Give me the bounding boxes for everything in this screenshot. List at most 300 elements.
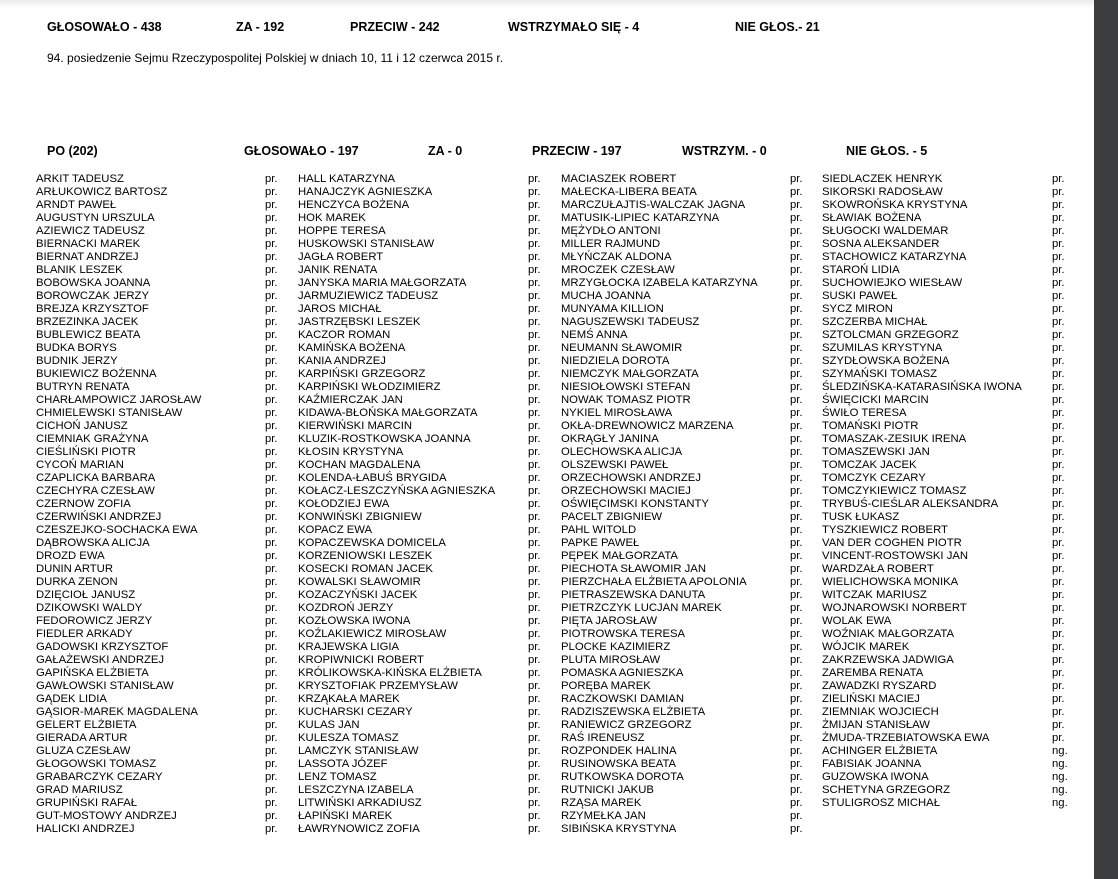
member-vote: pr. <box>1052 628 1065 640</box>
member-vote: pr. <box>790 641 803 653</box>
member-name: DZIĘCIOŁ JANUSZ <box>36 589 136 601</box>
member-name: CHARŁAMPOWICZ JAROSŁAW <box>36 394 202 406</box>
member-vote: pr. <box>265 368 278 380</box>
member-name: LITWIŃSKI ARKADIUSZ <box>298 797 422 809</box>
member-name: DĄBROWSKA ALICJA <box>36 537 150 549</box>
member-name: KACZOR ROMAN <box>298 329 391 341</box>
member-name: CIEMNIAK GRAŻYNA <box>36 433 149 445</box>
member-vote: pr. <box>265 667 278 679</box>
member-vote: pr. <box>790 446 803 458</box>
member-vote: pr. <box>528 823 541 835</box>
member-vote: pr. <box>790 355 803 367</box>
member-name: NIESIOŁOWSKI STEFAN <box>561 381 691 393</box>
member-name: ŚWIĘCICKI MARCIN <box>822 394 929 406</box>
member-name: SIBIŃSKA KRYSTYNA <box>561 823 677 835</box>
member-name: PIECHOTA SŁAWOMIR JAN <box>561 563 706 575</box>
member-vote: pr. <box>1052 667 1065 679</box>
member-name: ACHINGER ELŻBIETA <box>822 745 938 757</box>
member-name: ORZECHOWSKI MACIEJ <box>561 485 691 497</box>
member-name: KRZĄKAŁA MAREK <box>298 693 400 705</box>
member-vote: pr. <box>265 433 278 445</box>
member-vote: pr. <box>528 459 541 471</box>
summary-not-voted: NIE GŁOS.- 21 <box>735 20 820 34</box>
member-name: AUGUSTYN URSZULA <box>36 212 155 224</box>
member-name: KANIA ANDRZEJ <box>298 355 386 367</box>
member-name: MUNYAMA KILLION <box>561 303 664 315</box>
member-name: CIEŚLIŃSKI PIOTR <box>36 446 136 458</box>
member-name: TOMCZAK JACEK <box>822 459 917 471</box>
member-name: RZĄSA MAREK <box>561 797 642 809</box>
member-vote: pr. <box>528 225 541 237</box>
member-name: LESZCZYNA IZABELA <box>298 784 414 796</box>
member-name: BOBOWSKA JOANNA <box>36 277 151 289</box>
scrollbar[interactable] <box>1094 0 1118 879</box>
member-vote: pr. <box>528 446 541 458</box>
member-vote: pr. <box>1052 472 1065 484</box>
member-name: PĘPEK MAŁGORZATA <box>561 550 678 562</box>
member-name: JAGŁA ROBERT <box>298 251 384 263</box>
member-name: BOROWCZAK JERZY <box>36 290 149 302</box>
member-name: KIERWIŃSKI MARCIN <box>298 420 413 432</box>
member-vote: pr. <box>528 186 541 198</box>
member-vote: pr. <box>1052 459 1065 471</box>
member-name: GRABARCZYK CEZARY <box>36 771 163 783</box>
member-name: KOŁACZ-LESZCZYŃSKA AGNIESZKA <box>298 485 496 497</box>
member-name: OKRĄGŁY JANINA <box>561 433 659 445</box>
member-vote: pr. <box>528 433 541 445</box>
member-vote: pr. <box>1052 186 1065 198</box>
member-vote: pr. <box>528 641 541 653</box>
member-vote: pr. <box>790 810 803 822</box>
member-name: GAPIŃSKA ELŻBIETA <box>36 667 149 679</box>
member-vote: pr. <box>528 381 541 393</box>
member-vote: pr. <box>265 706 278 718</box>
member-name: PLOCKE KAZIMIERZ <box>561 641 671 653</box>
member-vote: pr. <box>1052 615 1065 627</box>
member-name: KOZDROŃ JERZY <box>298 602 394 614</box>
member-name: KLUZIK-ROSTKOWSKA JOANNA <box>298 433 471 445</box>
member-name: MŁYŃCZAK ALDONA <box>561 251 672 263</box>
member-name: WÓJCIK MAREK <box>822 641 910 653</box>
member-name: WOJNAROWSKI NORBERT <box>822 602 967 614</box>
summary-for: ZA - 192 <box>236 20 285 34</box>
member-name: TOMAŃSKI PIOTR <box>822 420 919 432</box>
member-vote: pr. <box>790 394 803 406</box>
member-name: KOPACZEWSKA DOMICELA <box>298 537 446 549</box>
member-name: KAMIŃSKA BOŻENA <box>298 342 406 354</box>
member-name: MUCHA JOANNA <box>561 290 651 302</box>
member-vote: pr. <box>265 537 278 549</box>
member-vote: pr. <box>790 628 803 640</box>
member-name: MATUSIK-LIPIEC KATARZYNA <box>561 212 720 224</box>
member-vote: pr. <box>265 511 278 523</box>
member-name: STULIGROSZ MICHAŁ <box>822 797 941 809</box>
member-name: SŁAWIAK BOŻENA <box>822 212 922 224</box>
member-name: POMASKA AGNIESZKA <box>561 667 684 679</box>
member-name: PACELT ZBIGNIEW <box>561 511 663 523</box>
member-name: NYKIEL MIROSŁAWA <box>561 407 673 419</box>
member-vote: pr. <box>265 628 278 640</box>
member-vote: pr. <box>265 329 278 341</box>
member-name: SZYDŁOWSKA BOŻENA <box>822 355 950 367</box>
member-vote: pr. <box>1052 355 1065 367</box>
member-vote: pr. <box>265 459 278 471</box>
session-title: 94. posiedzenie Sejmu Rzeczypospolitej Polskiej w dniach 10, 11 i 12 czerwca 2015 r. <box>47 51 504 65</box>
member-vote: pr. <box>790 771 803 783</box>
toolbar-shadow <box>0 0 1094 8</box>
member-name: BIERNAT ANDRZEJ <box>36 251 139 263</box>
member-name: HANAJCZYK AGNIESZKA <box>298 186 433 198</box>
member-vote: pr. <box>265 563 278 575</box>
member-vote: pr. <box>265 680 278 692</box>
member-name: DUNIN ARTUR <box>36 563 113 575</box>
member-name: RUSINOWSKA BEATA <box>561 758 677 770</box>
member-name: GRAD MARIUSZ <box>36 784 123 796</box>
member-vote: pr. <box>790 706 803 718</box>
member-name: TOMASZEWSKI JAN <box>822 446 930 458</box>
member-name: KRAJEWSKA LIGIA <box>298 641 400 653</box>
member-name: ŻMUDA-TRZEBIATOWSKA EWA <box>822 732 990 744</box>
member-name: LASSOTA JÓZEF <box>298 758 388 770</box>
member-name: SZUMILAS KRYSTYNA <box>822 342 943 354</box>
member-vote: pr. <box>790 251 803 263</box>
member-name: GAŁAŻEWSKI ANDRZEJ <box>36 654 165 666</box>
member-name: KŁOSIN KRYSTYNA <box>298 446 404 458</box>
member-name: RAŚ IRENEUSZ <box>561 732 645 744</box>
member-vote: pr. <box>528 212 541 224</box>
member-vote: pr. <box>265 797 278 809</box>
member-name: HALICKI ANDRZEJ <box>36 823 135 835</box>
member-vote: pr. <box>790 407 803 419</box>
member-name: KOZACZYŃSKI JACEK <box>298 589 418 601</box>
member-name: MAŁECKA-LIBERA BEATA <box>561 186 697 198</box>
member-name: AZIEWICZ TADEUSZ <box>36 225 145 237</box>
member-name: TOMASZAK-ZESIUK IRENA <box>822 433 967 445</box>
member-vote: ng. <box>1052 784 1068 796</box>
member-vote: pr. <box>528 485 541 497</box>
member-name: LAMCZYK STANISŁAW <box>298 745 419 757</box>
member-name: RACZKOWSKI DAMIAN <box>561 693 685 705</box>
member-vote: pr. <box>1052 498 1065 510</box>
member-vote: pr. <box>265 693 278 705</box>
member-vote: pr. <box>790 615 803 627</box>
member-vote: pr. <box>528 797 541 809</box>
member-name: DROZD EWA <box>36 550 105 562</box>
member-vote: pr. <box>1052 537 1065 549</box>
member-vote: pr. <box>528 784 541 796</box>
member-name: HALL KATARZYNA <box>298 173 396 185</box>
member-vote: pr. <box>1052 420 1065 432</box>
member-name: CZERWIŃSKI ANDRZEJ <box>36 511 162 523</box>
member-vote: pr. <box>265 615 278 627</box>
member-name: KOŹLAKIEWICZ MIROSŁAW <box>298 628 447 640</box>
member-name: TYSZKIEWICZ ROBERT <box>822 524 948 536</box>
member-vote: pr. <box>265 212 278 224</box>
member-name: TUSK ŁUKASZ <box>822 511 900 523</box>
member-name: SUSKI PAWEŁ <box>822 290 898 302</box>
member-vote: pr. <box>265 602 278 614</box>
member-vote: ng. <box>1052 797 1068 809</box>
member-vote: pr. <box>790 381 803 393</box>
member-name: MĘŻYDŁO ANTONI <box>561 225 661 237</box>
member-name: CYCOŃ MARIAN <box>36 459 124 471</box>
member-vote: pr. <box>528 576 541 588</box>
member-vote: pr. <box>1052 407 1065 419</box>
member-name: FIEDLER ARKADY <box>36 628 133 640</box>
member-vote: pr. <box>528 264 541 276</box>
member-name: MROCZEK CZESŁAW <box>561 264 675 276</box>
member-name: BUDNIK JERZY <box>36 355 118 367</box>
member-name: KOLENDA-ŁABUŚ BRYGIDA <box>298 472 447 484</box>
member-vote: pr. <box>528 472 541 484</box>
member-vote: pr. <box>1052 706 1065 718</box>
member-vote: pr. <box>528 589 541 601</box>
member-name: DURKA ZENON <box>36 576 118 588</box>
member-vote: pr. <box>790 329 803 341</box>
member-vote: pr. <box>528 316 541 328</box>
member-name: GELERT ELŻBIETA <box>36 719 137 731</box>
member-vote: pr. <box>1052 654 1065 666</box>
member-vote: pr. <box>265 316 278 328</box>
member-name: SCHETYNA GRZEGORZ <box>822 784 951 796</box>
member-vote: pr. <box>1052 602 1065 614</box>
member-vote: pr. <box>265 342 278 354</box>
club-against: PRZECIW - 197 <box>532 144 622 158</box>
member-name: OLSZEWSKI PAWEŁ <box>561 459 669 471</box>
member-name: JARMUZIEWICZ TADEUSZ <box>298 290 439 302</box>
member-name: JANYSKA MARIA MAŁGORZATA <box>298 277 467 289</box>
member-name: KIDAWA-BŁOŃSKA MAŁGORZATA <box>298 407 478 419</box>
member-name: ZAWADZKI RYSZARD <box>822 680 937 692</box>
member-vote: ng. <box>1052 758 1068 770</box>
member-vote: pr. <box>1052 199 1065 211</box>
member-name: GUZOWSKA IWONA <box>822 771 929 783</box>
member-vote: pr. <box>528 277 541 289</box>
member-vote: pr. <box>265 589 278 601</box>
member-vote: pr. <box>265 277 278 289</box>
member-name: HOK MAREK <box>298 212 366 224</box>
member-name: KONWIŃSKI ZBIGNIEW <box>298 511 422 523</box>
member-vote: pr. <box>528 303 541 315</box>
member-name: GAWŁOWSKI STANISŁAW <box>36 680 174 692</box>
member-name: BRZEZINKA JACEK <box>36 316 139 328</box>
summary-voted: GŁOSOWAŁO - 438 <box>47 20 162 34</box>
member-vote: pr. <box>790 472 803 484</box>
member-name: GUT-MOSTOWY ANDRZEJ <box>36 810 177 822</box>
member-vote: pr. <box>790 524 803 536</box>
member-vote: pr. <box>1052 238 1065 250</box>
member-vote: pr. <box>528 654 541 666</box>
member-name: ŁAPIŃSKI MAREK <box>298 810 393 822</box>
member-vote: pr. <box>1052 563 1065 575</box>
member-vote: pr. <box>265 823 278 835</box>
member-vote: pr. <box>790 368 803 380</box>
member-name: PAPKE PAWEŁ <box>561 537 640 549</box>
member-name: ROZPONDEK HALINA <box>561 745 677 757</box>
member-vote: pr. <box>265 225 278 237</box>
member-name: GĄDEK LIDIA <box>36 693 107 705</box>
member-vote: pr. <box>265 576 278 588</box>
member-name: KARPIŃSKI WŁODZIMIERZ <box>298 381 441 393</box>
member-vote: pr. <box>265 472 278 484</box>
member-vote: pr. <box>528 602 541 614</box>
member-name: PIETRZCZYK LUCJAN MAREK <box>561 602 722 614</box>
member-name: KARPIŃSKI GRZEGORZ <box>298 368 426 380</box>
member-name: MARCZUŁAJTIS-WALCZAK JAGNA <box>561 199 746 211</box>
member-vote: pr. <box>528 407 541 419</box>
member-name: PIĘTA JAROSŁAW <box>561 615 658 627</box>
member-vote: pr. <box>1052 511 1065 523</box>
member-vote: pr. <box>1052 433 1065 445</box>
member-name: FABISIAK JOANNA <box>822 758 922 770</box>
member-name: SKOWROŃSKA KRYSTYNA <box>822 199 968 211</box>
club-name: PO (202) <box>47 144 98 158</box>
member-vote: pr. <box>790 342 803 354</box>
member-vote: pr. <box>265 186 278 198</box>
member-vote: pr. <box>790 303 803 315</box>
member-name: BUKIEWICZ BOŻENNA <box>36 368 157 380</box>
member-vote: pr. <box>265 290 278 302</box>
member-name: GIERADA ARTUR <box>36 732 128 744</box>
member-name: SZYMAŃSKI TOMASZ <box>822 368 938 380</box>
member-vote: pr. <box>790 563 803 575</box>
member-vote: pr. <box>265 394 278 406</box>
member-vote: pr. <box>790 602 803 614</box>
member-vote: pr. <box>528 667 541 679</box>
member-vote: pr. <box>528 550 541 562</box>
member-name: ZAKRZEWSKA JADWIGA <box>822 654 954 666</box>
member-name: KULAS JAN <box>298 719 360 731</box>
member-vote: pr. <box>1052 732 1065 744</box>
member-name: ZIELIŃSKI MACIEJ <box>822 693 920 705</box>
member-name: OKŁA-DREWNOWICZ MARZENA <box>561 420 734 432</box>
member-name: WOŹNIAK MAŁGORZATA <box>822 628 955 640</box>
member-name: CZERNOW ZOFIA <box>36 498 131 510</box>
member-vote: pr. <box>265 654 278 666</box>
member-vote: pr. <box>1052 329 1065 341</box>
member-vote: pr. <box>790 264 803 276</box>
member-name: CZECHYRA CZESŁAW <box>36 485 155 497</box>
member-vote: pr. <box>1052 290 1065 302</box>
member-vote: pr. <box>1052 446 1065 458</box>
member-name: KOPACZ EWA <box>298 524 373 536</box>
member-name: ARNDT PAWEŁ <box>36 199 117 211</box>
member-vote: pr. <box>528 719 541 731</box>
club-not-voted: NIE GŁOS. - 5 <box>846 144 928 158</box>
member-vote: pr. <box>790 225 803 237</box>
member-vote: pr. <box>528 394 541 406</box>
summary-abstained: WSTRZYMAŁO SIĘ - 4 <box>508 20 640 34</box>
member-name: WITCZAK MARIUSZ <box>822 589 927 601</box>
member-name: NAGUSZEWSKI TADEUSZ <box>561 316 700 328</box>
member-vote: pr. <box>265 758 278 770</box>
member-vote: pr. <box>790 498 803 510</box>
member-vote: pr. <box>1052 368 1065 380</box>
member-name: SOSNA ALEKSANDER <box>822 238 940 250</box>
member-name: NOWAK TOMASZ PIOTR <box>561 394 691 406</box>
member-vote: pr. <box>1052 264 1065 276</box>
member-name: RUTKOWSKA DOROTA <box>561 771 684 783</box>
member-vote: pr. <box>1052 342 1065 354</box>
member-vote: pr. <box>790 199 803 211</box>
member-name: WOLAK EWA <box>822 615 892 627</box>
member-name: LENZ TOMASZ <box>298 771 377 783</box>
member-vote: pr. <box>790 511 803 523</box>
member-vote: pr. <box>528 238 541 250</box>
member-vote: pr. <box>265 745 278 757</box>
member-name: HUSKOWSKI STANISŁAW <box>298 238 435 250</box>
member-name: KOŁODZIEJ EWA <box>298 498 390 510</box>
member-vote: pr. <box>528 693 541 705</box>
member-name: JANIK RENATA <box>298 264 378 276</box>
member-name: RADZISZEWSKA ELŻBIETA <box>561 706 706 718</box>
member-vote: pr. <box>265 732 278 744</box>
member-name: NEUMANN SŁAWOMIR <box>561 342 683 354</box>
member-vote: pr. <box>265 550 278 562</box>
member-vote: pr. <box>790 680 803 692</box>
member-name: HOPPE TERESA <box>298 225 386 237</box>
member-name: NIEMCZYK MAŁGORZATA <box>561 368 699 380</box>
member-vote: pr. <box>790 238 803 250</box>
member-name: BUDKA BORYS <box>36 342 117 354</box>
member-vote: pr. <box>265 407 278 419</box>
member-vote: pr. <box>1052 550 1065 562</box>
member-name: ŁAWRYNOWICZ ZOFIA <box>298 823 420 835</box>
summary-against: PRZECIW - 242 <box>350 20 440 34</box>
member-vote: pr. <box>790 745 803 757</box>
member-name: PLUTA MIROSŁAW <box>561 654 661 666</box>
member-vote: pr. <box>790 732 803 744</box>
member-vote: pr. <box>790 797 803 809</box>
member-name: GŁOGOWSKI TOMASZ <box>36 758 157 770</box>
member-vote: pr. <box>790 212 803 224</box>
member-name: CZAPLICKA BARBARA <box>36 472 156 484</box>
member-vote: pr. <box>1052 641 1065 653</box>
member-vote: pr. <box>528 680 541 692</box>
member-name: HENCZYCA BOŻENA <box>298 199 410 211</box>
member-name: OLECHOWSKA ALICJA <box>561 446 683 458</box>
member-vote: pr. <box>1052 719 1065 731</box>
member-vote: pr. <box>265 810 278 822</box>
member-vote: pr. <box>1052 225 1065 237</box>
member-name: ORZECHOWSKI ANDRZEJ <box>561 472 701 484</box>
member-vote: pr. <box>790 537 803 549</box>
member-vote: pr. <box>790 420 803 432</box>
member-vote: pr. <box>528 329 541 341</box>
member-name: NEMŚ ANNA <box>561 329 628 341</box>
member-vote: pr. <box>265 446 278 458</box>
member-vote: pr. <box>265 498 278 510</box>
member-vote: pr. <box>790 173 803 185</box>
member-vote: pr. <box>528 732 541 744</box>
member-name: STACHOWICZ KATARZYNA <box>822 251 967 263</box>
member-vote: pr. <box>790 589 803 601</box>
member-name: VAN DER COGHEN PIOTR <box>822 537 962 549</box>
member-name: DZIKOWSKI WALDY <box>36 602 143 614</box>
member-vote: pr. <box>1052 576 1065 588</box>
member-name: SŁUGOCKI WALDEMAR <box>822 225 949 237</box>
member-vote: pr. <box>790 316 803 328</box>
member-name: RUTNICKI JAKUB <box>561 784 654 796</box>
member-vote: pr. <box>790 784 803 796</box>
member-vote: pr. <box>528 199 541 211</box>
member-vote: pr. <box>265 784 278 796</box>
member-name: BUBLEWICZ BEATA <box>36 329 141 341</box>
member-vote: pr. <box>528 342 541 354</box>
member-name: MILLER RAJMUND <box>561 238 661 250</box>
member-vote: pr. <box>1052 251 1065 263</box>
member-vote: pr. <box>528 290 541 302</box>
